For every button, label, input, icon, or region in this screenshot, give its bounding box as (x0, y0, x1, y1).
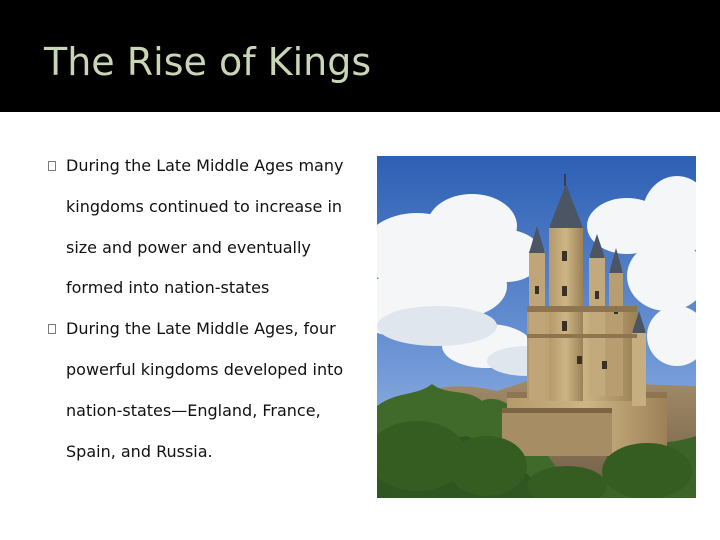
bullet-square-icon (48, 324, 56, 334)
bullet-item (48, 309, 363, 472)
bullet-list (48, 146, 363, 472)
bullet-text: During the Late Middle Ages, four powerful kingdoms developed into nation-states—England, France, Spain, and Russia. (66, 319, 344, 461)
castle-on-hill-photo (377, 156, 696, 498)
title-bar (0, 0, 720, 112)
bullet-text: During the Late Middle Ages many kingdoms continued to increase in size and power and eventually formed into nation-states (66, 156, 344, 298)
bullet-square-icon (48, 161, 56, 171)
bullet-item (48, 146, 363, 309)
slide-title: The Rise of Kings (44, 40, 372, 84)
